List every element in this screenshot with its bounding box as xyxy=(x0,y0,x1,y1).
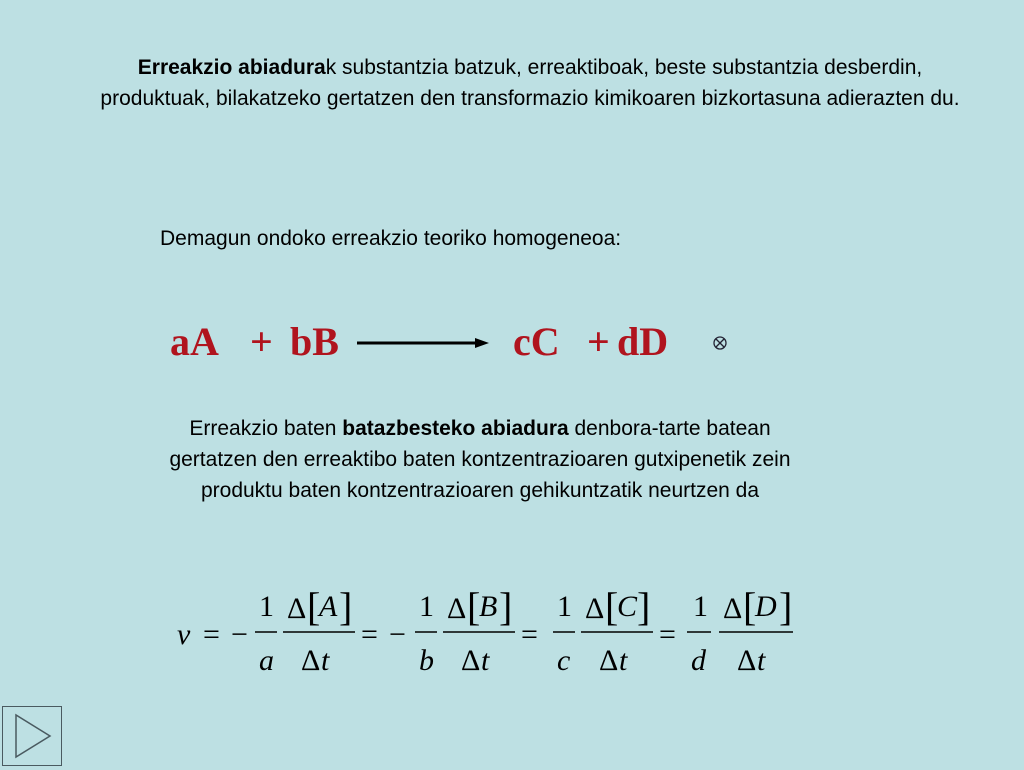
svg-text:]: ] xyxy=(339,584,353,629)
delta-symbol: Δ xyxy=(737,644,757,677)
delta-symbol: Δ xyxy=(599,644,619,677)
product-cC: cC xyxy=(513,319,560,364)
intro-paragraph xyxy=(95,52,965,114)
plus-sign: + xyxy=(250,319,273,364)
coefficient-a: a xyxy=(259,644,274,677)
average-bold: batazbesteko abiadura xyxy=(342,417,569,440)
equals-sign: = xyxy=(521,618,538,651)
svg-text:]: ] xyxy=(499,584,513,629)
equals-sign: = xyxy=(659,618,676,651)
equals-sign: = xyxy=(203,618,220,651)
plus-sign: + xyxy=(587,319,610,364)
delta-symbol: Δ xyxy=(461,644,481,677)
numerator-one: 1 xyxy=(557,590,572,623)
reactant-aA: aA xyxy=(170,319,219,364)
numerator-one: 1 xyxy=(419,590,434,623)
equals-sign: = xyxy=(361,618,378,651)
play-icon xyxy=(3,707,61,765)
numerator-one: 1 xyxy=(259,590,274,623)
intro-bold: Erreakzio abiadura xyxy=(137,56,326,79)
delta-symbol: Δ xyxy=(585,592,605,625)
delta-symbol: Δ xyxy=(447,592,467,625)
delta-symbol: Δ xyxy=(723,592,743,625)
average-text-before: Erreakzio baten xyxy=(189,417,343,440)
species-C: C xyxy=(617,590,638,623)
time-t: t xyxy=(619,644,628,677)
numerator-one: 1 xyxy=(693,590,708,623)
average-rate-paragraph xyxy=(150,413,810,506)
time-t: t xyxy=(757,644,766,677)
next-slide-button[interactable] xyxy=(2,706,62,766)
svg-text:[: [ xyxy=(605,584,619,629)
reactant-bB: bB xyxy=(290,319,339,364)
coefficient-d: d xyxy=(691,644,706,677)
time-t: t xyxy=(321,644,330,677)
species-D: D xyxy=(755,590,777,623)
delta-symbol: Δ xyxy=(301,644,321,677)
svg-text:[: [ xyxy=(743,584,757,629)
rate-symbol-v: v xyxy=(177,618,191,651)
average-text-after: denbora-tarte batean gertatzen den erreaktibo baten kontzentrazioaren gutxipenetik zein produktu baten kontzentrazioaren gehikuntzatik neurtzen da xyxy=(169,417,791,502)
intro-text: k substantzia batzuk, erreaktiboak, beste substantzia desberdin, produktuak, bilakatzeko gertatzen den transformazio kimikoaren bizkortasuna adierazten du. xyxy=(100,56,960,110)
demagun-text: Demagun ondoko erreakzio teoriko homogeneoa: xyxy=(160,227,622,250)
svg-text:[: [ xyxy=(467,584,481,629)
rate-formula xyxy=(165,578,805,688)
product-dD: dD xyxy=(617,319,669,364)
svg-text:[: [ xyxy=(307,584,321,629)
svg-text:]: ] xyxy=(779,584,793,629)
crossed-circle-icon xyxy=(713,336,727,350)
time-t: t xyxy=(481,644,490,677)
species-A: A xyxy=(319,590,338,623)
coefficient-c: c xyxy=(557,644,571,677)
species-B: B xyxy=(479,590,498,623)
delta-symbol: Δ xyxy=(287,592,307,625)
minus-sign: − xyxy=(389,618,406,651)
svg-text:]: ] xyxy=(637,584,651,629)
minus-sign: − xyxy=(231,618,248,651)
coefficient-b: b xyxy=(419,644,434,677)
reaction-arrow-icon xyxy=(357,336,489,350)
